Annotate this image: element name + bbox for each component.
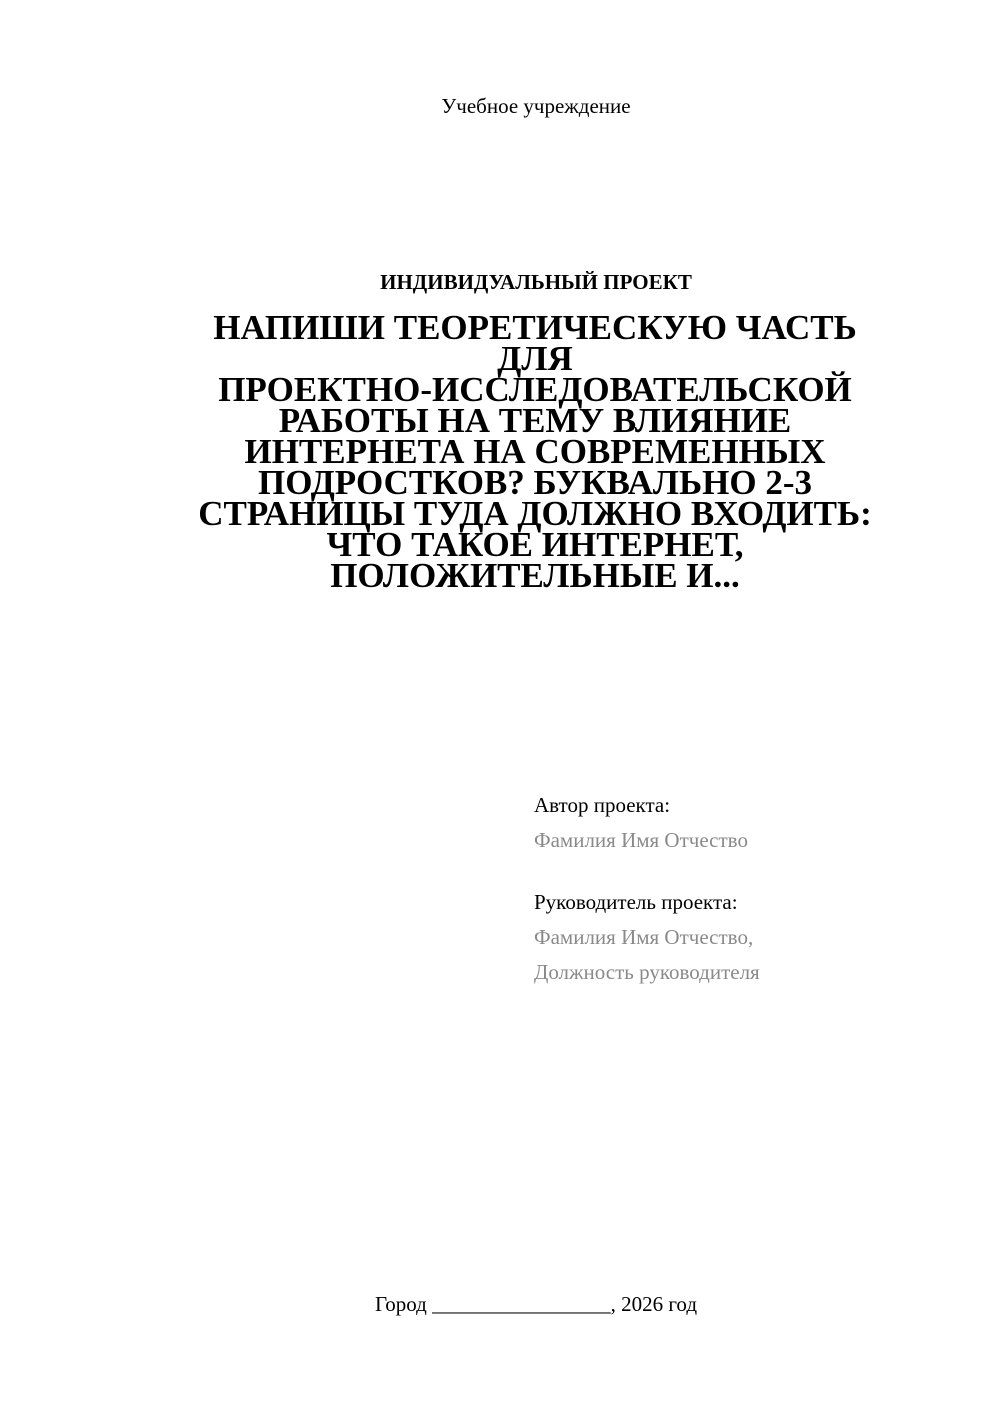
supervisor-position: Должность руководителя bbox=[534, 960, 760, 984]
title-line: ПРОЕКТНО-ИССЛЕДОВАТЕЛЬСКОЙ bbox=[218, 370, 852, 409]
spacer bbox=[534, 858, 954, 885]
title-line: ПОЛОЖИТЕЛЬНЫЕ И... bbox=[330, 556, 740, 595]
supervisor-label: Руководитель проекта: bbox=[534, 890, 738, 914]
author-name: Фамилия Имя Отчество bbox=[534, 828, 748, 852]
title-line: ИНТЕРНЕТА НА СОВРЕМЕННЫХ bbox=[244, 432, 826, 471]
project-type-heading: ИНДИВИДУАЛЬНЫЙ ПРОЕКТ bbox=[380, 270, 692, 294]
author-label: Автор проекта: bbox=[534, 793, 671, 817]
title-line: НАПИШИ ТЕОРЕТИЧЕСКУЮ ЧАСТЬ bbox=[213, 308, 857, 347]
title-line: ПОДРОСТКОВ? БУКВАЛЬНО 2-3 bbox=[257, 463, 813, 502]
title-line: РАБОТЫ НА ТЕМУ ВЛИЯНИЕ bbox=[278, 401, 792, 440]
supervisor-name: Фамилия Имя Отчество, bbox=[534, 925, 754, 949]
institution-name: Учебное учреждение bbox=[441, 94, 631, 118]
title-line: ДЛЯ bbox=[497, 339, 573, 378]
title-line: ЧТО ТАКОЕ ИНТЕРНЕТ, bbox=[326, 525, 744, 564]
project-title bbox=[150, 308, 920, 595]
city-year-line: Город _________________, 2026 год bbox=[374, 1292, 698, 1316]
project-credits bbox=[534, 788, 954, 990]
title-line: СТРАНИЦЫ ТУДА ДОЛЖНО ВХОДИТЬ: bbox=[198, 494, 872, 533]
